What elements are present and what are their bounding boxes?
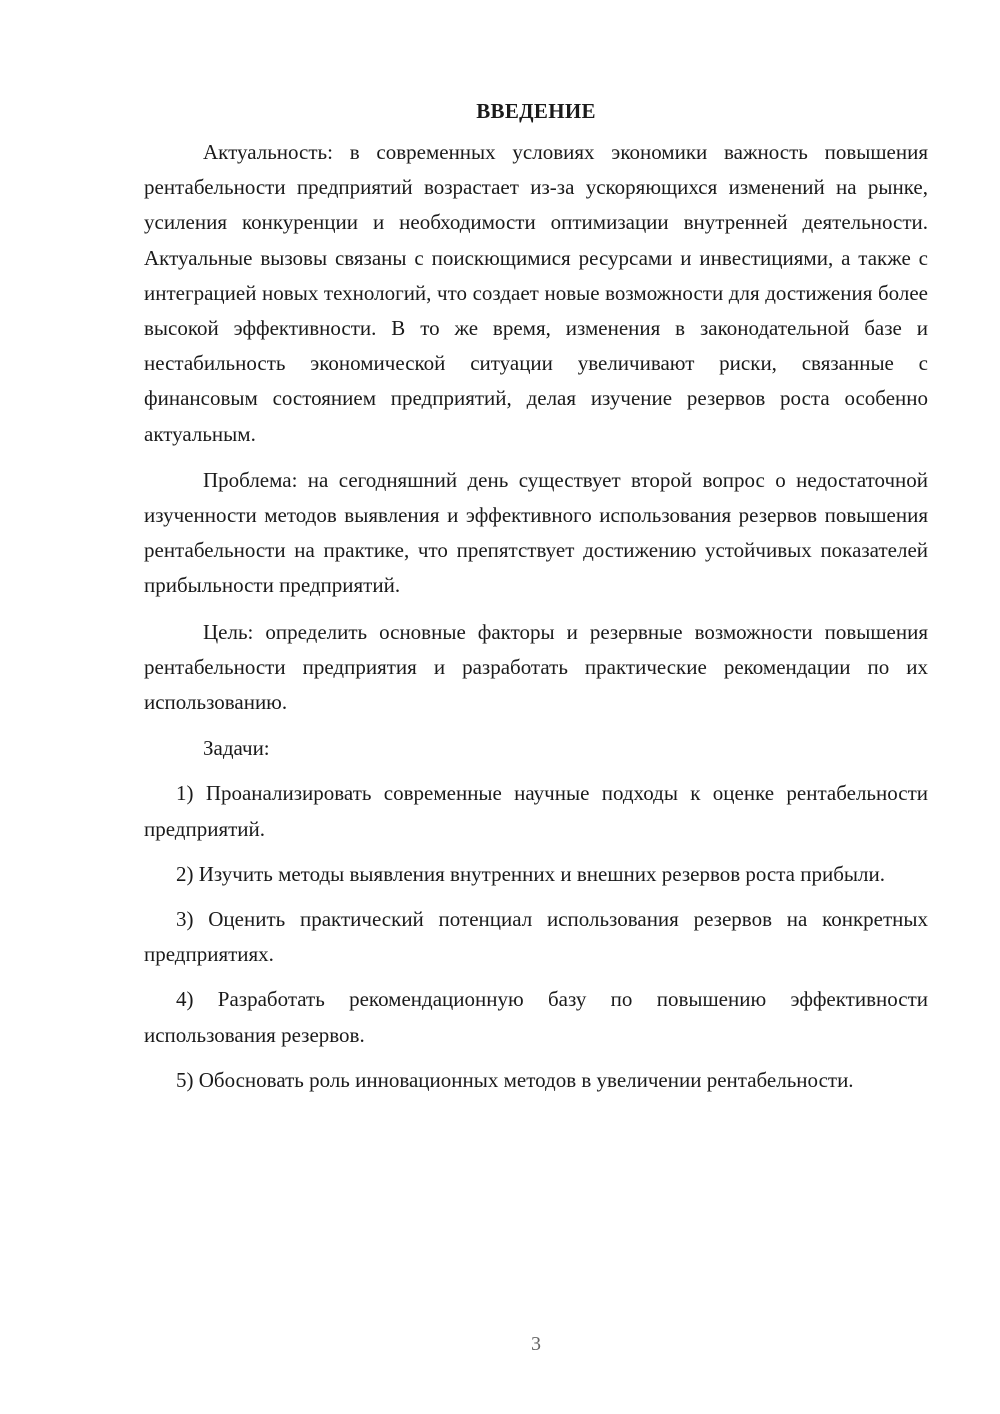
problem-paragraph: Проблема: на сегодняшний день существует второй вопрос о недостаточной изученности методов выявления и эффективного использования резервов повышения рентабельности на практике, что препятствует достижению устойчивых показателей прибыльности предприятий. bbox=[144, 467, 928, 598]
task-item: 4) Разработать рекомендационную базу по повышению эффективности использования резервов. bbox=[144, 987, 928, 1047]
task-item: 2) Изучить методы выявления внутренних и внешних резервов роста прибыли. bbox=[176, 861, 885, 886]
section-title: ВВЕДЕНИЕ bbox=[476, 99, 596, 123]
tasks-list bbox=[144, 776, 928, 1098]
task-item: 1) Проанализировать современные научные подходы к оценке рентабельности предприятий. bbox=[144, 781, 928, 841]
page-number: 3 bbox=[531, 1333, 541, 1355]
task-item: 5) Обосновать роль инновационных методов в увеличении рентабельности. bbox=[176, 1067, 854, 1092]
relevance-paragraph: Актуальность: в современных условиях экономики важность повышения рентабельности предприятий возрастает из-за ускоряющихся изменений на рынке, усиления конкуренции и необходимости оптимизации внутренней деятельности. Актуальные вызовы связаны с поискющимися ресурсами и инвестициями, а также с интеграцией новых технологий, что создает новые возможности для достижения более высокой эффективности. В то же время, изменения в законодательной базе и нестабильность экономической ситуации увеличивают риски, связанные с финансовым состоянием предприятий, делая изучение резервов роста особенно актуальным. bbox=[144, 140, 928, 446]
page-content bbox=[144, 94, 928, 1098]
tasks-heading: Задачи: bbox=[203, 736, 270, 761]
goal-paragraph: Цель: определить основные факторы и резервные возможности повышения рентабельности предприятия и разработать практические рекомендации по их использованию. bbox=[144, 619, 928, 715]
task-item: 3) Оценить практический потенциал использования резервов на конкретных предприятиях. bbox=[144, 907, 928, 967]
